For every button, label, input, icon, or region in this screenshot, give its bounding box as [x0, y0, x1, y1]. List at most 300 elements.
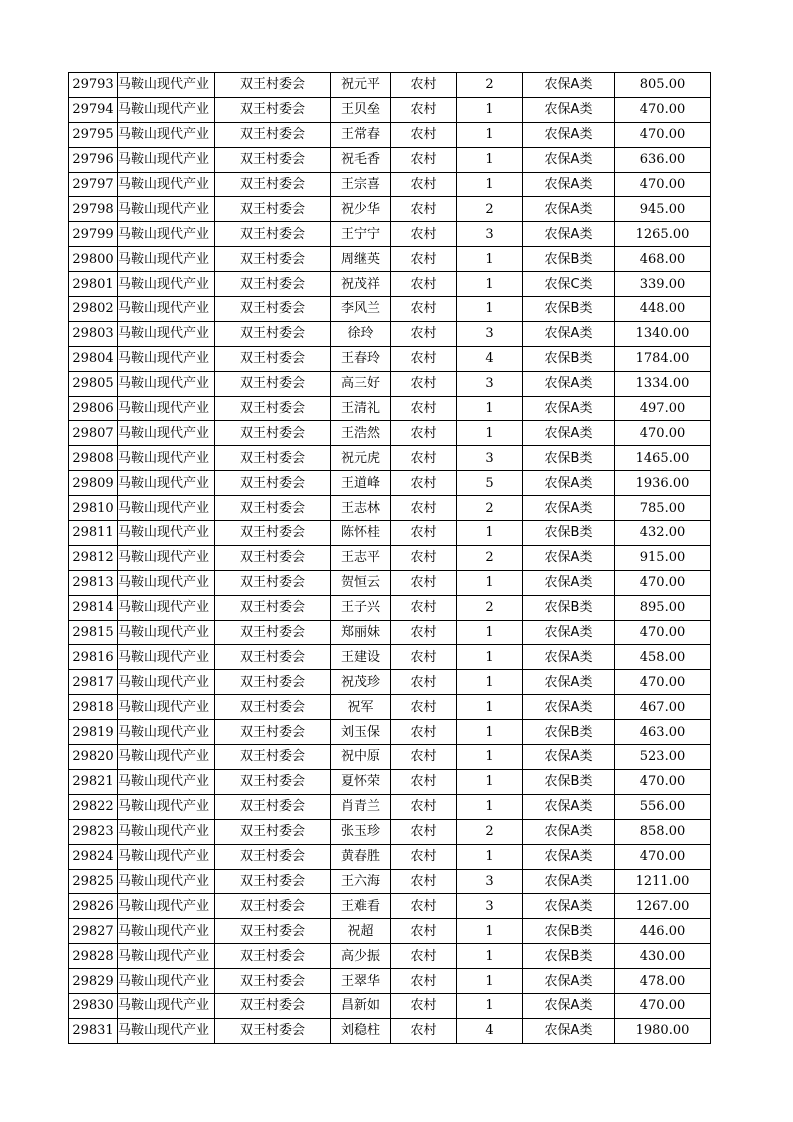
insurance-category-cell: 农保A类: [523, 894, 615, 919]
table-row: [69, 720, 711, 745]
village-committee-cell: 双王村委会: [215, 521, 331, 546]
table-row: [69, 122, 711, 147]
person-name-cell: 肖青兰: [331, 794, 391, 819]
table-row: [69, 521, 711, 546]
person-name-cell: 祝元平: [331, 73, 391, 98]
unit-cell: 马鞍山现代产业: [118, 446, 215, 471]
insurance-category-cell: 农保A类: [523, 620, 615, 645]
table-row: [69, 819, 711, 844]
unit-cell: 马鞍山现代产业: [118, 172, 215, 197]
area-type-cell: 农村: [391, 97, 457, 122]
village-committee-cell: 双王村委会: [215, 944, 331, 969]
record-id-cell: 29804: [69, 346, 118, 371]
village-committee-cell: 双王村委会: [215, 471, 331, 496]
table-row: [69, 1018, 711, 1043]
area-type-cell: 农村: [391, 869, 457, 894]
amount-cell: 785.00: [615, 496, 711, 521]
table-row: [69, 247, 711, 272]
insurance-category-cell: 农保A类: [523, 545, 615, 570]
unit-cell: 马鞍山现代产业: [118, 844, 215, 869]
unit-cell: 马鞍山现代产业: [118, 919, 215, 944]
table-row: [69, 446, 711, 471]
amount-cell: 468.00: [615, 247, 711, 272]
person-name-cell: 王子兴: [331, 595, 391, 620]
household-count-cell: 2: [457, 545, 523, 570]
insurance-category-cell: 农保A类: [523, 819, 615, 844]
amount-cell: 805.00: [615, 73, 711, 98]
area-type-cell: 农村: [391, 371, 457, 396]
village-committee-cell: 双王村委会: [215, 172, 331, 197]
unit-cell: 马鞍山现代产业: [118, 769, 215, 794]
household-count-cell: 5: [457, 471, 523, 496]
household-count-cell: 1: [457, 147, 523, 172]
record-id-cell: 29797: [69, 172, 118, 197]
area-type-cell: 农村: [391, 944, 457, 969]
person-name-cell: 李风兰: [331, 297, 391, 322]
household-count-cell: 4: [457, 346, 523, 371]
area-type-cell: 农村: [391, 545, 457, 570]
village-committee-cell: 双王村委会: [215, 147, 331, 172]
village-committee-cell: 双王村委会: [215, 396, 331, 421]
unit-cell: 马鞍山现代产业: [118, 421, 215, 446]
household-count-cell: 1: [457, 769, 523, 794]
table-row: [69, 695, 711, 720]
household-count-cell: 1: [457, 122, 523, 147]
household-count-cell: 3: [457, 894, 523, 919]
unit-cell: 马鞍山现代产业: [118, 371, 215, 396]
village-committee-cell: 双王村委会: [215, 695, 331, 720]
unit-cell: 马鞍山现代产业: [118, 321, 215, 346]
area-type-cell: 农村: [391, 147, 457, 172]
village-committee-cell: 双王村委会: [215, 446, 331, 471]
area-type-cell: 农村: [391, 819, 457, 844]
amount-cell: 432.00: [615, 521, 711, 546]
insurance-category-cell: 农保A类: [523, 745, 615, 770]
person-name-cell: 王常春: [331, 122, 391, 147]
amount-cell: 430.00: [615, 944, 711, 969]
household-count-cell: 3: [457, 222, 523, 247]
insurance-category-cell: 农保A类: [523, 645, 615, 670]
area-type-cell: 农村: [391, 1018, 457, 1043]
table-row: [69, 645, 711, 670]
amount-cell: 895.00: [615, 595, 711, 620]
insurance-category-cell: 农保A类: [523, 670, 615, 695]
table-row: [69, 396, 711, 421]
area-type-cell: 农村: [391, 745, 457, 770]
insurance-category-cell: 农保A类: [523, 869, 615, 894]
area-type-cell: 农村: [391, 670, 457, 695]
village-committee-cell: 双王村委会: [215, 894, 331, 919]
person-name-cell: 王春玲: [331, 346, 391, 371]
insurance-category-cell: 农保B类: [523, 297, 615, 322]
village-committee-cell: 双王村委会: [215, 321, 331, 346]
area-type-cell: 农村: [391, 172, 457, 197]
person-name-cell: 刘玉保: [331, 720, 391, 745]
village-committee-cell: 双王村委会: [215, 869, 331, 894]
record-id-cell: 29806: [69, 396, 118, 421]
area-type-cell: 农村: [391, 272, 457, 297]
amount-cell: 446.00: [615, 919, 711, 944]
insurance-category-cell: 农保C类: [523, 272, 615, 297]
unit-cell: 马鞍山现代产业: [118, 147, 215, 172]
person-name-cell: 王六海: [331, 869, 391, 894]
insurance-category-cell: 农保A类: [523, 122, 615, 147]
table-row: [69, 844, 711, 869]
household-count-cell: 1: [457, 97, 523, 122]
table-row: [69, 371, 711, 396]
amount-cell: 470.00: [615, 97, 711, 122]
insurance-category-cell: 农保A类: [523, 496, 615, 521]
unit-cell: 马鞍山现代产业: [118, 894, 215, 919]
village-committee-cell: 双王村委会: [215, 247, 331, 272]
household-count-cell: 1: [457, 645, 523, 670]
insurance-category-cell: 农保A类: [523, 396, 615, 421]
table-row: [69, 944, 711, 969]
person-name-cell: 高三好: [331, 371, 391, 396]
insurance-category-cell: 农保B类: [523, 944, 615, 969]
amount-cell: 470.00: [615, 769, 711, 794]
amount-cell: 448.00: [615, 297, 711, 322]
person-name-cell: 王宁宁: [331, 222, 391, 247]
record-id-cell: 29800: [69, 247, 118, 272]
village-committee-cell: 双王村委会: [215, 720, 331, 745]
insurance-category-cell: 农保A类: [523, 993, 615, 1018]
amount-cell: 945.00: [615, 197, 711, 222]
household-count-cell: 1: [457, 944, 523, 969]
person-name-cell: 王建设: [331, 645, 391, 670]
person-name-cell: 贺恒云: [331, 570, 391, 595]
household-count-cell: 1: [457, 396, 523, 421]
unit-cell: 马鞍山现代产业: [118, 545, 215, 570]
insurance-category-cell: 农保A类: [523, 147, 615, 172]
person-name-cell: 张玉珍: [331, 819, 391, 844]
amount-cell: 470.00: [615, 421, 711, 446]
table-row: [69, 496, 711, 521]
unit-cell: 马鞍山现代产业: [118, 869, 215, 894]
village-committee-cell: 双王村委会: [215, 222, 331, 247]
insurance-category-cell: 农保B类: [523, 919, 615, 944]
record-id-cell: 29813: [69, 570, 118, 595]
person-name-cell: 王道峰: [331, 471, 391, 496]
unit-cell: 马鞍山现代产业: [118, 969, 215, 994]
person-name-cell: 祝元虎: [331, 446, 391, 471]
area-type-cell: 农村: [391, 122, 457, 147]
person-name-cell: 陈怀桂: [331, 521, 391, 546]
record-id-cell: 29801: [69, 272, 118, 297]
household-count-cell: 2: [457, 496, 523, 521]
record-id-cell: 29809: [69, 471, 118, 496]
record-id-cell: 29793: [69, 73, 118, 98]
person-name-cell: 周继英: [331, 247, 391, 272]
village-committee-cell: 双王村委会: [215, 993, 331, 1018]
household-count-cell: 2: [457, 73, 523, 98]
insurance-category-cell: 农保B类: [523, 769, 615, 794]
table-row: [69, 620, 711, 645]
household-count-cell: 1: [457, 844, 523, 869]
record-id-cell: 29798: [69, 197, 118, 222]
village-committee-cell: 双王村委会: [215, 570, 331, 595]
area-type-cell: 农村: [391, 321, 457, 346]
record-id-cell: 29827: [69, 919, 118, 944]
insurance-category-cell: 农保A类: [523, 97, 615, 122]
household-count-cell: 4: [457, 1018, 523, 1043]
insurance-category-cell: 农保B类: [523, 446, 615, 471]
person-name-cell: 王贝垒: [331, 97, 391, 122]
insurance-category-cell: 农保A类: [523, 1018, 615, 1043]
record-id-cell: 29812: [69, 545, 118, 570]
record-id-cell: 29823: [69, 819, 118, 844]
person-name-cell: 王志林: [331, 496, 391, 521]
amount-cell: 470.00: [615, 620, 711, 645]
record-id-cell: 29802: [69, 297, 118, 322]
household-count-cell: 1: [457, 247, 523, 272]
person-name-cell: 王难看: [331, 894, 391, 919]
insurance-category-cell: 农保A类: [523, 695, 615, 720]
record-id-cell: 29821: [69, 769, 118, 794]
amount-cell: 458.00: [615, 645, 711, 670]
table-row: [69, 545, 711, 570]
person-name-cell: 高少振: [331, 944, 391, 969]
person-name-cell: 祝茂祥: [331, 272, 391, 297]
household-count-cell: 1: [457, 570, 523, 595]
household-count-cell: 1: [457, 745, 523, 770]
household-count-cell: 2: [457, 819, 523, 844]
insurance-category-cell: 农保A类: [523, 197, 615, 222]
amount-cell: 1211.00: [615, 869, 711, 894]
amount-cell: 1267.00: [615, 894, 711, 919]
insurance-category-cell: 农保A类: [523, 844, 615, 869]
village-committee-cell: 双王村委会: [215, 346, 331, 371]
insurance-category-cell: 农保A类: [523, 969, 615, 994]
area-type-cell: 农村: [391, 720, 457, 745]
record-id-cell: 29810: [69, 496, 118, 521]
record-id-cell: 29830: [69, 993, 118, 1018]
village-committee-cell: 双王村委会: [215, 844, 331, 869]
area-type-cell: 农村: [391, 620, 457, 645]
household-count-cell: 1: [457, 969, 523, 994]
village-committee-cell: 双王村委会: [215, 645, 331, 670]
unit-cell: 马鞍山现代产业: [118, 993, 215, 1018]
table-row: [69, 919, 711, 944]
village-committee-cell: 双王村委会: [215, 919, 331, 944]
area-type-cell: 农村: [391, 222, 457, 247]
person-name-cell: 王翠华: [331, 969, 391, 994]
insurance-category-cell: 农保A类: [523, 794, 615, 819]
table-row: [69, 969, 711, 994]
area-type-cell: 农村: [391, 346, 457, 371]
record-id-cell: 29796: [69, 147, 118, 172]
unit-cell: 马鞍山现代产业: [118, 521, 215, 546]
record-id-cell: 29826: [69, 894, 118, 919]
amount-cell: 470.00: [615, 844, 711, 869]
table-row: [69, 297, 711, 322]
village-committee-cell: 双王村委会: [215, 794, 331, 819]
person-name-cell: 祝少华: [331, 197, 391, 222]
record-id-cell: 29795: [69, 122, 118, 147]
amount-cell: 858.00: [615, 819, 711, 844]
village-committee-cell: 双王村委会: [215, 670, 331, 695]
unit-cell: 马鞍山现代产业: [118, 944, 215, 969]
amount-cell: 470.00: [615, 172, 711, 197]
household-count-cell: 1: [457, 993, 523, 1018]
unit-cell: 马鞍山现代产业: [118, 297, 215, 322]
village-committee-cell: 双王村委会: [215, 545, 331, 570]
village-committee-cell: 双王村委会: [215, 421, 331, 446]
table-row: [69, 794, 711, 819]
ledger-body: [69, 73, 711, 1044]
household-count-cell: 3: [457, 869, 523, 894]
village-committee-cell: 双王村委会: [215, 496, 331, 521]
record-id-cell: 29819: [69, 720, 118, 745]
unit-cell: 马鞍山现代产业: [118, 346, 215, 371]
record-id-cell: 29816: [69, 645, 118, 670]
amount-cell: 636.00: [615, 147, 711, 172]
record-id-cell: 29820: [69, 745, 118, 770]
record-id-cell: 29805: [69, 371, 118, 396]
insurance-category-cell: 农保B类: [523, 247, 615, 272]
area-type-cell: 农村: [391, 844, 457, 869]
unit-cell: 马鞍山现代产业: [118, 1018, 215, 1043]
person-name-cell: 郑丽妹: [331, 620, 391, 645]
amount-cell: 470.00: [615, 993, 711, 1018]
unit-cell: 马鞍山现代产业: [118, 695, 215, 720]
area-type-cell: 农村: [391, 521, 457, 546]
table-row: [69, 222, 711, 247]
village-committee-cell: 双王村委会: [215, 197, 331, 222]
insurance-category-cell: 农保A类: [523, 371, 615, 396]
area-type-cell: 农村: [391, 794, 457, 819]
area-type-cell: 农村: [391, 645, 457, 670]
amount-cell: 470.00: [615, 670, 711, 695]
person-name-cell: 祝茂珍: [331, 670, 391, 695]
village-committee-cell: 双王村委会: [215, 595, 331, 620]
area-type-cell: 农村: [391, 919, 457, 944]
unit-cell: 马鞍山现代产业: [118, 745, 215, 770]
amount-cell: 1334.00: [615, 371, 711, 396]
insurance-category-cell: 农保B类: [523, 595, 615, 620]
household-count-cell: 1: [457, 297, 523, 322]
record-id-cell: 29794: [69, 97, 118, 122]
area-type-cell: 农村: [391, 894, 457, 919]
insurance-category-cell: 农保A类: [523, 73, 615, 98]
person-name-cell: 祝超: [331, 919, 391, 944]
record-id-cell: 29814: [69, 595, 118, 620]
table-row: [69, 97, 711, 122]
village-committee-cell: 双王村委会: [215, 122, 331, 147]
record-id-cell: 29811: [69, 521, 118, 546]
insurance-category-cell: 农保A类: [523, 321, 615, 346]
amount-cell: 523.00: [615, 745, 711, 770]
person-name-cell: 夏怀荣: [331, 769, 391, 794]
village-committee-cell: 双王村委会: [215, 620, 331, 645]
record-id-cell: 29807: [69, 421, 118, 446]
table-row: [69, 993, 711, 1018]
record-id-cell: 29815: [69, 620, 118, 645]
table-row: [69, 346, 711, 371]
household-count-cell: 1: [457, 172, 523, 197]
unit-cell: 马鞍山现代产业: [118, 670, 215, 695]
table-row: [69, 570, 711, 595]
table-row: [69, 745, 711, 770]
insurance-category-cell: 农保A类: [523, 421, 615, 446]
table-row: [69, 595, 711, 620]
household-count-cell: 1: [457, 670, 523, 695]
unit-cell: 马鞍山现代产业: [118, 471, 215, 496]
table-row: [69, 272, 711, 297]
amount-cell: 497.00: [615, 396, 711, 421]
record-id-cell: 29831: [69, 1018, 118, 1043]
amount-cell: 1465.00: [615, 446, 711, 471]
area-type-cell: 农村: [391, 496, 457, 521]
unit-cell: 马鞍山现代产业: [118, 122, 215, 147]
record-id-cell: 29828: [69, 944, 118, 969]
table-row: [69, 670, 711, 695]
area-type-cell: 农村: [391, 695, 457, 720]
area-type-cell: 农村: [391, 247, 457, 272]
household-count-cell: 3: [457, 321, 523, 346]
household-count-cell: 1: [457, 620, 523, 645]
amount-cell: 1784.00: [615, 346, 711, 371]
village-committee-cell: 双王村委会: [215, 272, 331, 297]
insurance-category-cell: 农保B类: [523, 720, 615, 745]
unit-cell: 马鞍山现代产业: [118, 496, 215, 521]
area-type-cell: 农村: [391, 769, 457, 794]
record-id-cell: 29825: [69, 869, 118, 894]
unit-cell: 马鞍山现代产业: [118, 720, 215, 745]
record-id-cell: 29822: [69, 794, 118, 819]
village-committee-cell: 双王村委会: [215, 745, 331, 770]
village-committee-cell: 双王村委会: [215, 769, 331, 794]
person-name-cell: 祝毛香: [331, 147, 391, 172]
amount-cell: 1936.00: [615, 471, 711, 496]
amount-cell: 470.00: [615, 570, 711, 595]
unit-cell: 马鞍山现代产业: [118, 819, 215, 844]
amount-cell: 915.00: [615, 545, 711, 570]
table-row: [69, 894, 711, 919]
person-name-cell: 王志平: [331, 545, 391, 570]
area-type-cell: 农村: [391, 421, 457, 446]
insurance-category-cell: 农保B类: [523, 521, 615, 546]
household-count-cell: 1: [457, 695, 523, 720]
amount-cell: 339.00: [615, 272, 711, 297]
unit-cell: 马鞍山现代产业: [118, 645, 215, 670]
village-committee-cell: 双王村委会: [215, 97, 331, 122]
unit-cell: 马鞍山现代产业: [118, 272, 215, 297]
area-type-cell: 农村: [391, 73, 457, 98]
area-type-cell: 农村: [391, 595, 457, 620]
unit-cell: 马鞍山现代产业: [118, 595, 215, 620]
area-type-cell: 农村: [391, 471, 457, 496]
household-count-cell: 1: [457, 720, 523, 745]
area-type-cell: 农村: [391, 446, 457, 471]
record-id-cell: 29818: [69, 695, 118, 720]
area-type-cell: 农村: [391, 993, 457, 1018]
household-count-cell: 3: [457, 371, 523, 396]
village-committee-cell: 双王村委会: [215, 969, 331, 994]
table-row: [69, 172, 711, 197]
record-id-cell: 29829: [69, 969, 118, 994]
unit-cell: 马鞍山现代产业: [118, 247, 215, 272]
table-row: [69, 769, 711, 794]
household-count-cell: 1: [457, 421, 523, 446]
village-committee-cell: 双王村委会: [215, 297, 331, 322]
person-name-cell: 徐玲: [331, 321, 391, 346]
person-name-cell: 祝中原: [331, 745, 391, 770]
area-type-cell: 农村: [391, 297, 457, 322]
area-type-cell: 农村: [391, 969, 457, 994]
unit-cell: 马鞍山现代产业: [118, 197, 215, 222]
unit-cell: 马鞍山现代产业: [118, 222, 215, 247]
